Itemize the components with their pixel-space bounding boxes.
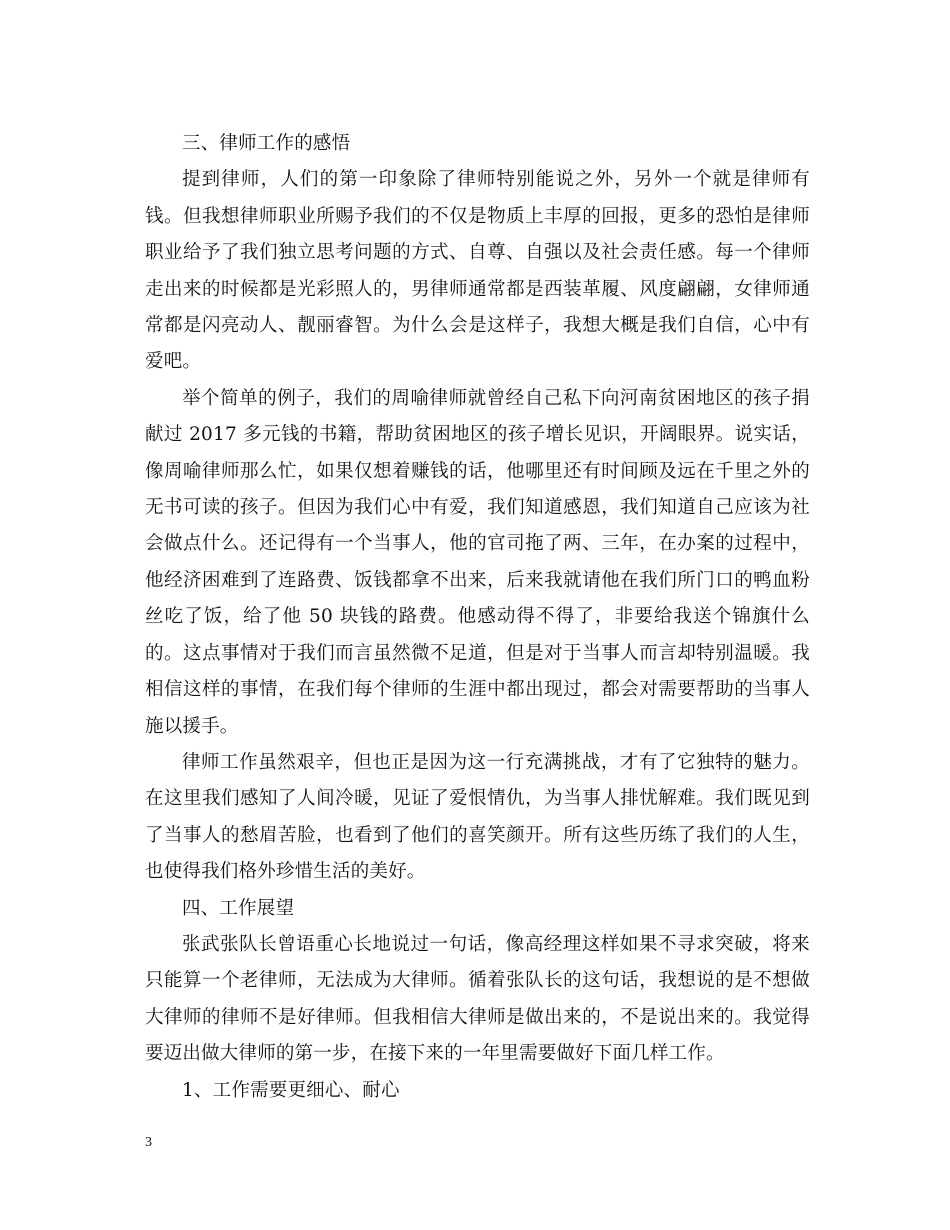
section-heading: 三、律师工作的感悟 [182, 133, 351, 154]
paragraph: 律师工作虽然艰辛，但也正是因为这一行充满挑战，才有了它独特的魅力。在这里我们感知了人间冷暖，见证了爱恨情仇，为当事人排忧解难。我们既见到了当事人的愁眉苦脸，也看到了他们的喜笑颜开。所有这些历练了我们的人生，也使得我们格外珍惜生活的美好。 [145, 751, 810, 883]
paragraph: 举个简单的例子，我们的周喻律师就曾经自己私下向河南贫困地区的孩子捐献过 2017 多元钱的书籍，帮助贫困地区的孩子增长见识，开阔眼界。说实话，像周喻律师那么忙，如果仅想着赚钱的话，他哪里还有时间顾及远在千里之外的无书可读的孩子。但因为我们心中有爱，我们知道感恩，我们知道自己应该为社会做点什么。还记得有一个当事人，他的官司拖了两、三年，在办案的过程中，他经济困难到了连路费、饭钱都拿不出来，后来我就请他在我们所门口的鸭血粉丝吃了饭，给了他 50 块钱的路费。他感动得不得了，非要给我送个锦旗什么的。这点事情对于我们而言虽然微不足道，但是对于当事人而言却特别温暖。我相信这样的事情，在我们每个律师的生涯中都出现过，都会对需要帮助的当事人施以援手。 [145, 387, 810, 737]
paragraph: 提到律师，人们的第一印象除了律师特别能说之外，另外一个就是律师有钱。但我想律师职业所赐予我们的不仅是物质上丰厚的回报，更多的恐怕是律师职业给予了我们独立思考问题的方式、自尊、自强以及社会责任感。每一个律师走出来的时候都是光彩照人的，男律师通常都是西装革履、风度翩翩，女律师通常都是闪亮动人、靓丽睿智。为什么会是这样子，我想大概是我们自信，心中有爱吧。 [145, 169, 810, 373]
paragraph: 张武张队长曾语重心长地说过一句话，像高经理这样如果不寻求突破，将来只能算一个老律师，无法成为大律师。循着张队长的这句话，我想说的是不想做大律师的律师不是好律师。但我相信大律师是做出来的，不是说出来的。我觉得要迈出做大律师的第一步，在接下来的一年里需要做好下面几样工作。 [145, 933, 810, 1065]
page-number: 3 [145, 1135, 152, 1150]
subheading: 1、工作需要更细心、耐心 [182, 1079, 400, 1101]
section-heading: 四、工作展望 [182, 897, 295, 919]
document-body [145, 126, 810, 1109]
